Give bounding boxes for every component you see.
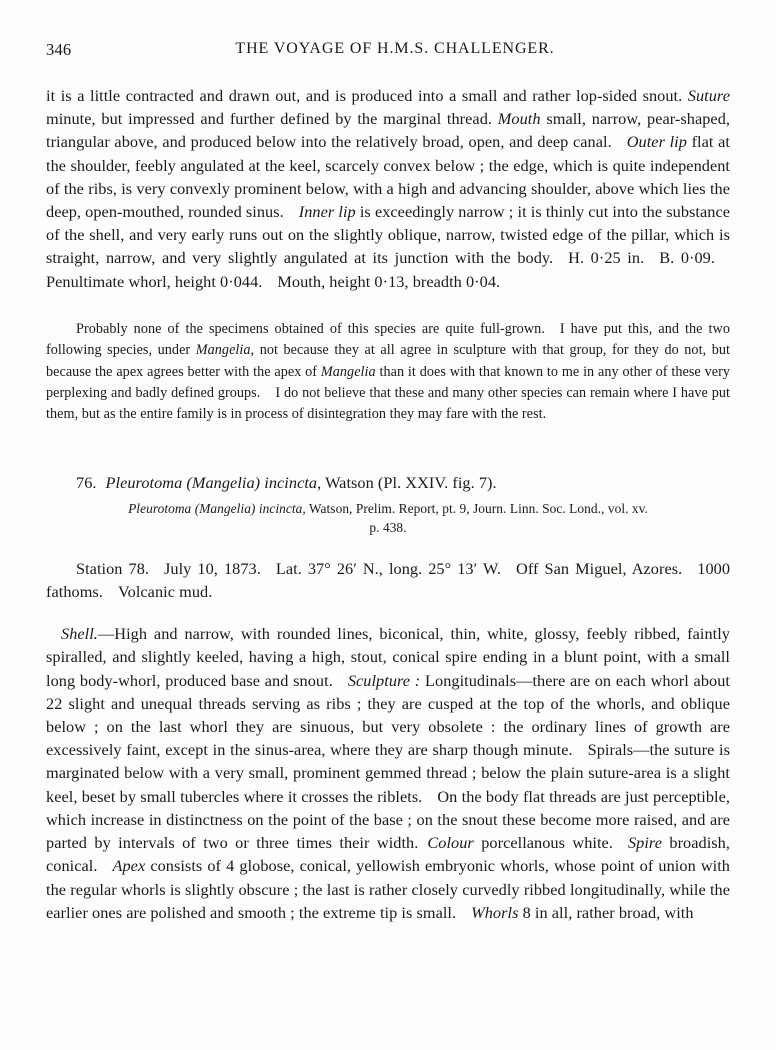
measurement-penultimate-whorl: Penultimate whorl, height 0·044. [46, 271, 263, 291]
italic-term-suture: Suture [687, 86, 730, 105]
running-head: THE VOYAGE OF H.M.S. CHALLENGER. [235, 40, 555, 57]
text-run: Probably none of the specimens obtained of this species are quite full-grown. [76, 320, 545, 337]
station-record [46, 557, 730, 603]
italic-term-outer-lip: Outer lip [626, 132, 687, 152]
italic-term-apex: Apex [112, 856, 146, 876]
text-run: is exceedingly narrow ; it is thinly cut into the substance of the shell, and very early runs out on the slightly oblique, narrow, twisted edge of the pillar, which is straight, narrow, and very slightly angulated at its junction with the body. [46, 202, 730, 268]
paragraph-shell-description [46, 622, 730, 924]
paragraph-description-continued [46, 84, 730, 293]
reference-citation: , Watson, Prelim. Report, pt. 9, Journ. Linn. Soc. Lond., vol. xv. [302, 500, 648, 516]
italic-genus-mangelia: Mangelia [320, 363, 376, 380]
species-name: Pleurotoma (Mangelia) incincta [105, 472, 318, 492]
station-number: Station 78. [76, 558, 150, 578]
italic-term-mouth: Mouth [497, 109, 541, 129]
page-header [46, 36, 730, 66]
station-depth: 1000 fathoms. [46, 558, 731, 602]
station-bottom: Volcanic mud. [117, 582, 213, 602]
italic-term-spire: Spire [627, 833, 662, 853]
text-run: Spirals—the suture is marginated below with a very small, prominent gemmed thread ; below the plain suture-area is a slight keel, beset by small tubercles where it crosses the riblets. [46, 740, 730, 806]
station-coordinates: Lat. 37° 26′ N., long. 25° 13′ W. [275, 558, 502, 578]
text-run: it is a little contracted and drawn out, and is produced into a small and rather lop-sided snout. [46, 86, 688, 105]
text-run: consists of 4 globose, conical, yellowish embryonic whorls, whose point of union with the regular whorls is slightly obscure ; the last is rather closely curvedly ribbed longitudinally, while the earlier ones are polished and smooth ; the extreme tip is small. [46, 856, 730, 922]
reference-species-name: Pleurotoma (Mangelia) incincta [128, 500, 303, 516]
page-content [46, 36, 730, 924]
gap [46, 603, 730, 622]
italic-term-colour: Colour [427, 833, 474, 853]
italic-genus-mangelia: Mangelia [195, 342, 251, 359]
section-gap [46, 426, 730, 452]
text-run: flat at the shoulder, feebly angulated at the keel, scarcely convex below ; the edge, which is quite independent of the ribs, is very convexly prominent below, with a high and advancing shoulder, above which lies the deep, open-mouthed, rounded sinus. [46, 132, 730, 222]
station-date: July 10, 1873. [164, 558, 261, 578]
measurement-breadth: B. 0·09. [659, 248, 715, 268]
text-run: minute, but impressed and further defined by the marginal thread. [46, 109, 498, 129]
text-run: —High and narrow, with rounded lines, biconical, thin, white, glossy, feebly ribbed, faintly spiralled, and slightly keeled, having a high, stout, conical spire ending in a blunt point, with a small long body-whorl, produced base and snout. [46, 624, 730, 690]
text-run: than it does with that known to me in any other of these very perplexing and badly defined groups. [46, 363, 730, 402]
text-run: 8 in all, rather broad, with [518, 902, 694, 922]
text-run: , not because they at all agree in sculpture with that group, for they do not, but because the apex agrees better with the apex of [46, 342, 730, 380]
station-locality: Off San Miguel, Azores. [516, 558, 683, 578]
species-number: 76. [76, 472, 97, 492]
species-author: , Watson (Pl. XXIV. fig. 7). [317, 472, 497, 492]
gap [46, 538, 730, 557]
italic-term-whorls: Whorls [471, 902, 519, 922]
page-number: 346 [46, 40, 72, 59]
italic-term-shell: Shell. [61, 624, 98, 644]
species-heading [46, 471, 730, 494]
text-run: small, narrow, pear-shaped, triangular above, and produced below into the relatively broad, open, and deep canal. [46, 109, 730, 152]
text-run: I do not believe that these and many other species can remain where I have put them, but as the entire family is in process of disintegration they may fare with the rest. [46, 385, 730, 423]
paragraph-remarks [46, 319, 730, 426]
paragraph-gap [46, 293, 730, 319]
text-run: porcellanous white. [473, 833, 613, 853]
measurement-mouth: Mouth, height 0·13, breadth 0·04. [277, 271, 501, 291]
species-reference-page: p. 438. [369, 520, 407, 536]
measurement-height: H. 0·25 in. [568, 248, 645, 268]
text-run: Longitudinals—there are on each whorl about 22 slight and unequal threads serving as ribs ; they are cusped at the top of the whorls, and oblique below ; on the last whorl they are sinuous, but very obsolete : the ordinary lines of growth are excessively faint, except in the sinus-area, where they are sharp though minute. [46, 670, 730, 760]
section-gap [46, 452, 730, 471]
text-run: I have put this, and the two following species, under [46, 320, 730, 359]
italic-term-inner-lip: Inner lip [298, 202, 356, 222]
species-reference [46, 499, 730, 519]
italic-term-sculpture: Sculpture : [347, 670, 421, 690]
text-run: broadish, conical. [46, 833, 730, 876]
text-run: On the body flat threads are just perceptible, which increase in distinctness on the point of the base ; on the snout these become more raised, and are parted by intervals of two or three times their width. [46, 786, 730, 853]
